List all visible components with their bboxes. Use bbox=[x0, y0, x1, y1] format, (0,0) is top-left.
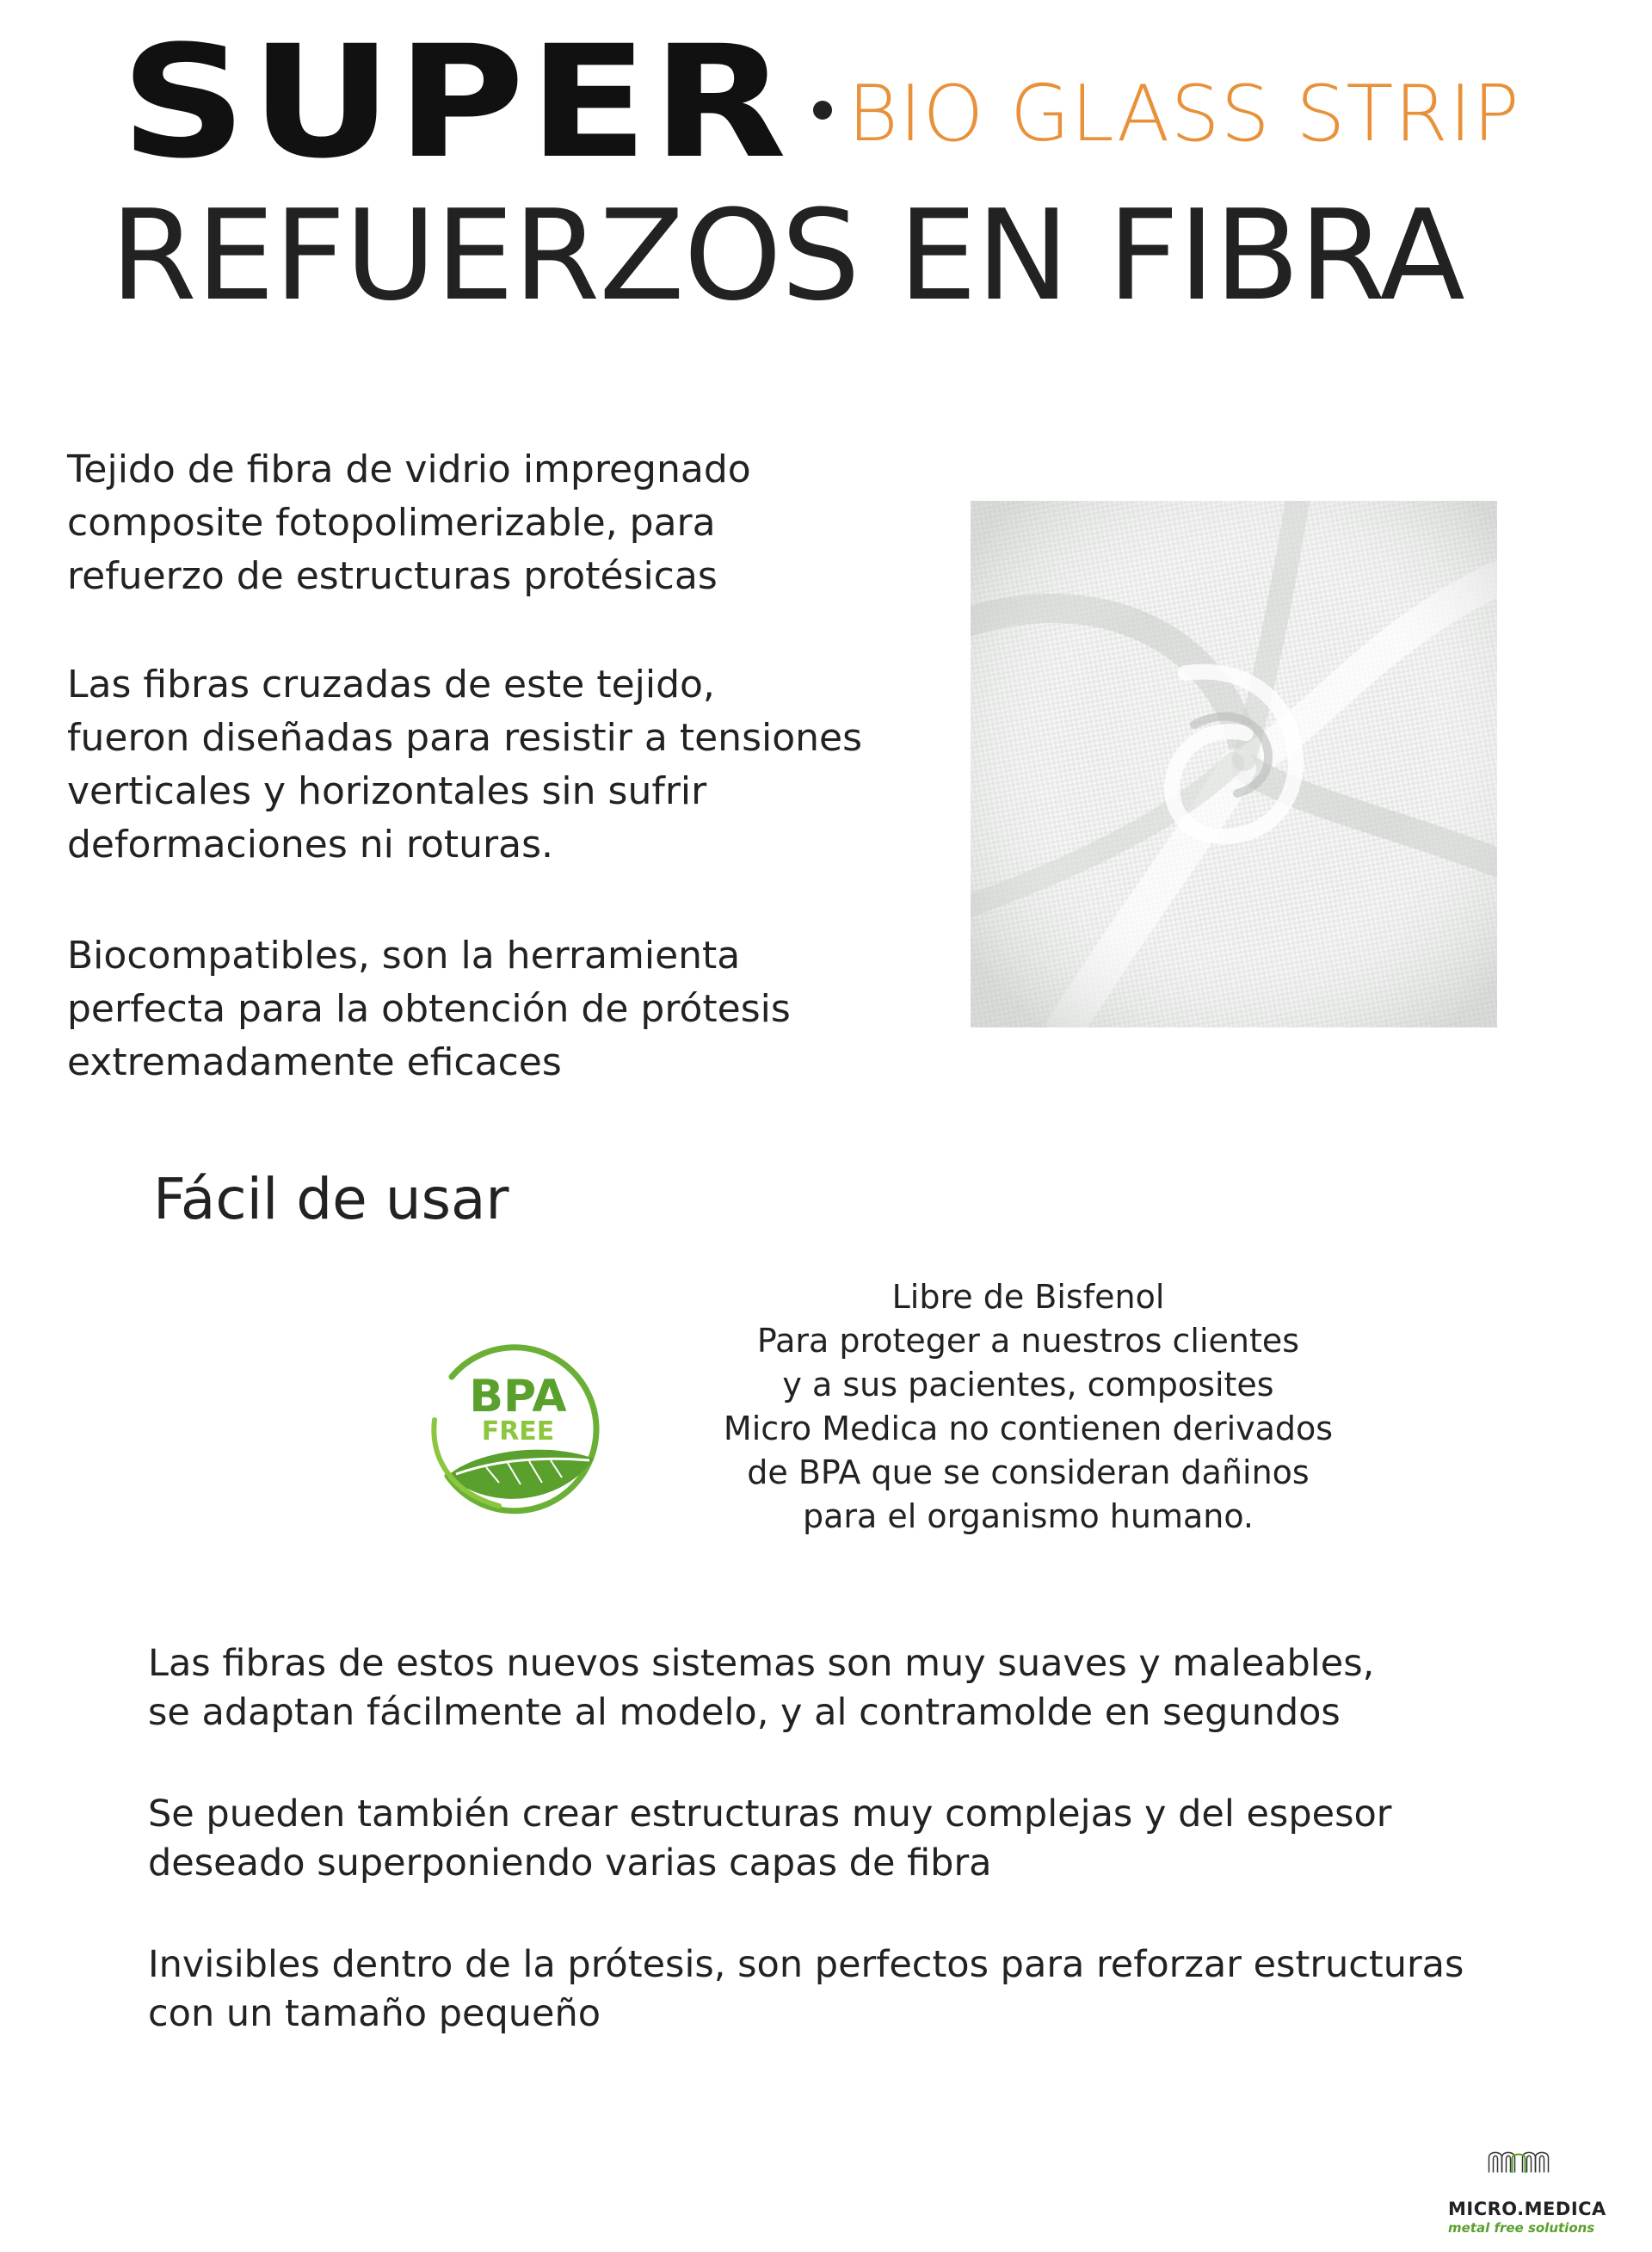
text-line: Micro Medica no contienen derivados bbox=[723, 1410, 1334, 1447]
text-line: perfecta para la obtención de prótesis bbox=[67, 987, 791, 1031]
text-line: Las fibras de estos nuevos sistemas son muy suaves y maleables, bbox=[148, 1642, 1375, 1685]
bpa-badge-line1: BPA bbox=[469, 1371, 567, 1422]
fiberglass-fabric-image bbox=[971, 501, 1497, 1027]
intro-paragraph-fibers bbox=[67, 658, 962, 872]
product-name: BIO GLASS STRIP bbox=[848, 69, 1520, 159]
text-line: Para proteger a nuestros clientes bbox=[756, 1322, 1300, 1360]
text-line: fueron diseñadas para resistir a tensiones bbox=[67, 716, 863, 760]
brand-title: SUPER bbox=[120, 13, 791, 193]
text-line: deseado superponiendo varias capas de fibra bbox=[148, 1842, 992, 1885]
paragraph-layers bbox=[148, 1790, 1611, 1888]
text-line: Biocompatibles, son la herramienta bbox=[67, 934, 741, 978]
page-headline: REFUERZOS EN FIBRA bbox=[110, 183, 1464, 329]
text-line: de BPA que se consideran dañinos bbox=[747, 1453, 1310, 1491]
title-separator-dot bbox=[813, 101, 832, 120]
text-line: Las fibras cruzadas de este tejido, bbox=[67, 663, 715, 706]
logo-brand-name: MICRO.MEDICA bbox=[1448, 2199, 1606, 2219]
bpa-free-badge-icon bbox=[417, 1330, 620, 1532]
text-line: Libre de Bisfenol bbox=[891, 1278, 1165, 1316]
text-line: Se pueden también crear estructuras muy complejas y del espesor bbox=[148, 1792, 1392, 1836]
paragraph-malleable bbox=[148, 1639, 1611, 1737]
text-line: deformaciones ni roturas. bbox=[67, 823, 553, 867]
text-line: y a sus pacientes, composites bbox=[782, 1366, 1274, 1404]
text-line: se adaptan fácilmente al modelo, y al contramolde en segundos bbox=[148, 1691, 1341, 1734]
text-line: extremadamente eficaces bbox=[67, 1040, 562, 1084]
bpa-free-statement bbox=[675, 1275, 1381, 1539]
bpa-badge-line2: FREE bbox=[481, 1416, 555, 1447]
text-line: verticales y horizontales sin sufrir bbox=[67, 769, 707, 813]
intro-paragraph-biocompatible bbox=[67, 929, 962, 1089]
text-line: para el organismo humano. bbox=[802, 1497, 1254, 1535]
text-line: refuerzo de estructuras protésicas bbox=[67, 554, 718, 598]
micro-medica-logo-icon bbox=[1448, 2149, 1594, 2200]
text-line: con un tamaño pequeño bbox=[148, 1992, 601, 2035]
text-line: composite fotopolimerizable, para bbox=[67, 501, 716, 545]
logo-tagline: metal free solutions bbox=[1448, 2220, 1595, 2236]
paragraph-invisible bbox=[148, 1940, 1611, 2039]
text-line: Invisibles dentro de la prótesis, son perfectos para reforzar estructuras bbox=[148, 1943, 1464, 1986]
intro-paragraph-description bbox=[67, 443, 962, 603]
text-line: Tejido de fibra de vidrio impregnado bbox=[67, 447, 751, 491]
easy-to-use-heading: Fácil de usar bbox=[153, 1166, 509, 1232]
